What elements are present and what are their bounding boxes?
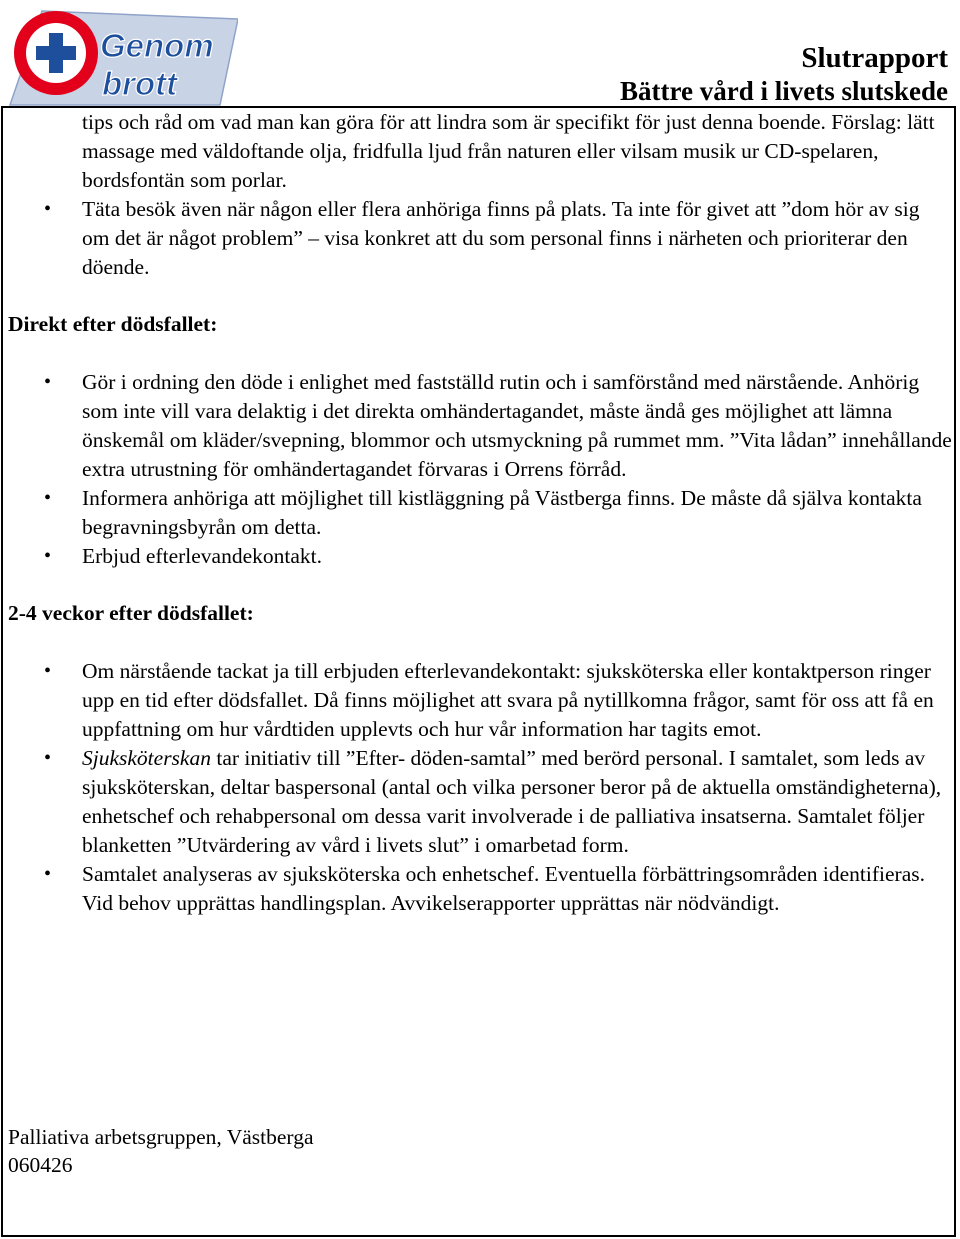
section-heading-after-death: Direkt efter dödsfallet: (8, 312, 218, 336)
after-death-list (8, 368, 952, 571)
report-title: Slutrapport (801, 42, 948, 74)
genombrott-logo (6, 5, 238, 107)
report-title-block (620, 42, 948, 108)
list-item: • Erbjud efterlevandekontakt. (8, 542, 952, 571)
list-item: • Gör i ordning den döde i enlighet med fastställd rutin och i samförstånd med närstående. Anhörig som inte vill vara delaktig i det direkta omhändertagandet, måste ändå ges möjlighet att lämna önskemål om kläder/svepning, blommor och utsmyckning på rummet mm. ”Vita lådan” innehållande extra utrustning för omhändertagandet förvaras i Orrens förråd. (8, 368, 952, 484)
continued-paragraph: tips och råd om vad man kan göra för att lindra som är specifikt för just denna boende. Förslag: lätt massage med väldoftande olja, fridfulla ljud från naturen eller vilsam musik ur CD-spelaren, bordsfontän som porlar. (82, 110, 935, 192)
list-item: • Samtalet analyseras av sjuksköterska och enhetschef. Eventuella förbättringsområden identifieras. Vid behov upprättas handlingsplan. Avvikelserapporter upprättas när nödvändigt. (8, 860, 952, 918)
document-footer (8, 1123, 314, 1179)
list-item: • Informera anhöriga att möjlighet till kistläggning på Västberga finns. De måste då själva kontakta begravningsbyrån om detta. (8, 484, 952, 542)
spacer (8, 571, 952, 599)
section-heading-weeks-after: 2-4 veckor efter dödsfallet: (8, 601, 254, 625)
page-header (0, 0, 960, 106)
weeks-after-list (8, 657, 952, 918)
footer-date: 060426 (8, 1153, 73, 1177)
list-item-text: tar initiativ till ”Efter- döden-samtal” med berörd personal. I samtalet, som leds av sjuksköterskan, deltar baspersonal (antal och vilka personer beror på de aktuella omständigheterna), enhetschef och rehabpersonal om dessa varit involverade i de palliativa insatserna. Samtalet följer blanketten ”Utvärdering av vård i livets slut” i omarbetad form. (82, 746, 942, 857)
footer-group: Palliativa arbetsgruppen, Västberga (8, 1125, 314, 1149)
document-body (8, 108, 952, 918)
spacer (8, 628, 952, 657)
spacer (8, 339, 952, 368)
intro-list (8, 195, 952, 282)
logo-text-line2: brott (102, 65, 178, 102)
spacer (8, 282, 952, 310)
list-item (8, 744, 952, 860)
list-item: • Täta besök även när någon eller flera anhöriga finns på plats. Ta inte för givet att ”dom hör av sig om det är något problem” – visa konkret att du som personal finns i närheten och prioriterar den döende. (8, 195, 952, 282)
report-subtitle: Bättre vård i livets slutskede (620, 76, 948, 106)
italic-term: Sjuksköterskan (82, 746, 211, 770)
logo-text-line1: Genom (100, 27, 214, 64)
list-item: • Om närstående tackat ja till erbjuden efterlevandekontakt: sjuksköterska eller kontaktperson ringer upp en tid efter dödsfallet. Då finns möjlighet att svara på nytillkomna frågor, samt för oss att få en uppfattning om hur vårdtiden upplevts och hur vår information har tagits emot. (8, 657, 952, 744)
